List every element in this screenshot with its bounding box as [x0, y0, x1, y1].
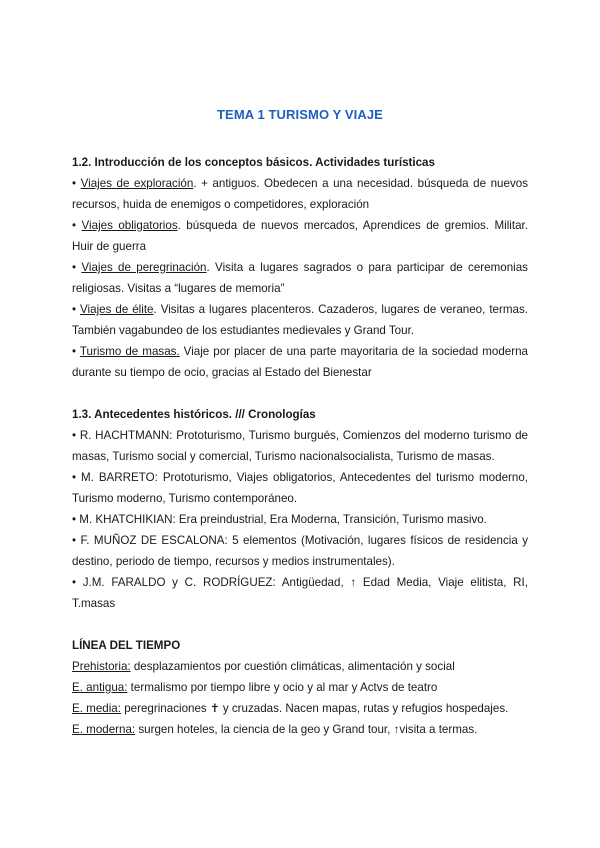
list-item: • F. MUÑOZ DE ESCALONA: 5 elementos (Motivación, lugares físicos de residencia y destino, periodo de tiempo, recursos y medios instrumentales).	[72, 534, 528, 568]
document-title: TEMA 1 TURISMO Y VIAJE	[217, 107, 383, 122]
item-term: Viajes de peregrinación	[81, 261, 207, 274]
item-term: Viajes de élite	[80, 303, 154, 316]
list-item: • Viajes obligatorios. búsqueda de nuevos mercados, Aprendices de gremios. Militar. Huir de guerra	[72, 219, 528, 253]
section-history	[72, 404, 528, 614]
list-item: • Viajes de peregrinación. Visita a lugares sagrados o para participar de ceremonias religiosas. Visitas a “lugares de memoria”	[72, 261, 528, 295]
item-term: E. moderna:	[72, 723, 136, 736]
list-item: Prehistoria: desplazamientos por cuestión climáticas, alimentación y social	[72, 660, 455, 673]
list-item: • M. BARRETO: Prototurismo, Viajes obligatorios, Antecedentes del turismo moderno, Turismo moderno, Turismo contemporáneo.	[72, 471, 528, 505]
section-heading: LÍNEA DEL TIEMPO	[72, 639, 181, 652]
section-heading: 1.3. Antecedentes históricos. /// Cronologías	[72, 408, 316, 421]
list-item: E. moderna: surgen hoteles, la ciencia de la geo y Grand tour, ↑visita a termas.	[72, 723, 478, 736]
section-timeline	[72, 635, 528, 740]
list-item: E. antigua: termalismo por tiempo libre y ocio y al mar y Actvs de teatro	[72, 681, 438, 694]
item-term: Viajes obligatorios	[81, 219, 178, 232]
list-item: • Turismo de masas. Viaje por placer de una parte mayoritaria de la sociedad moderna durante su tiempo de ocio, gracias al Estado del Bienestar	[72, 345, 528, 379]
section-concepts	[72, 152, 528, 383]
list-item: • M. KHATCHIKIAN: Era preindustrial, Era Moderna, Transición, Turismo masivo.	[72, 513, 487, 526]
list-item: • Viajes de élite. Visitas a lugares placenteros. Cazaderos, lugares de veraneo, termas. También vagabundeo de los estudiantes medievales y Grand Tour.	[72, 303, 528, 337]
item-term: E. media:	[72, 702, 121, 715]
section-heading: 1.2. Introducción de los conceptos básicos. Actividades turísticas	[72, 156, 435, 169]
list-item: • J.M. FARALDO y C. RODRÍGUEZ: Antigüedad, ↑ Edad Media, Viaje elitista, RI, T.masas	[72, 576, 528, 610]
item-term: E. antigua:	[72, 681, 128, 694]
item-term: Viajes de exploración	[80, 177, 194, 190]
item-term: Prehistoria:	[72, 660, 131, 673]
list-item: • Viajes de exploración. + antiguos. Obedecen a una necesidad. búsqueda de nuevos recursos, huida de enemigos o competidores, exploración	[72, 177, 528, 211]
list-item: E. media: peregrinaciones ✝ y cruzadas. Nacen mapas, rutas y refugios hospedajes.	[72, 702, 509, 715]
list-item: • R. HACHTMANN: Prototurismo, Turismo burgués, Comienzos del moderno turismo de masas, Turismo social y comercial, Turismo nacionalsocialista, Turismo de masas.	[72, 429, 528, 463]
item-term: Turismo de masas.	[79, 345, 180, 358]
